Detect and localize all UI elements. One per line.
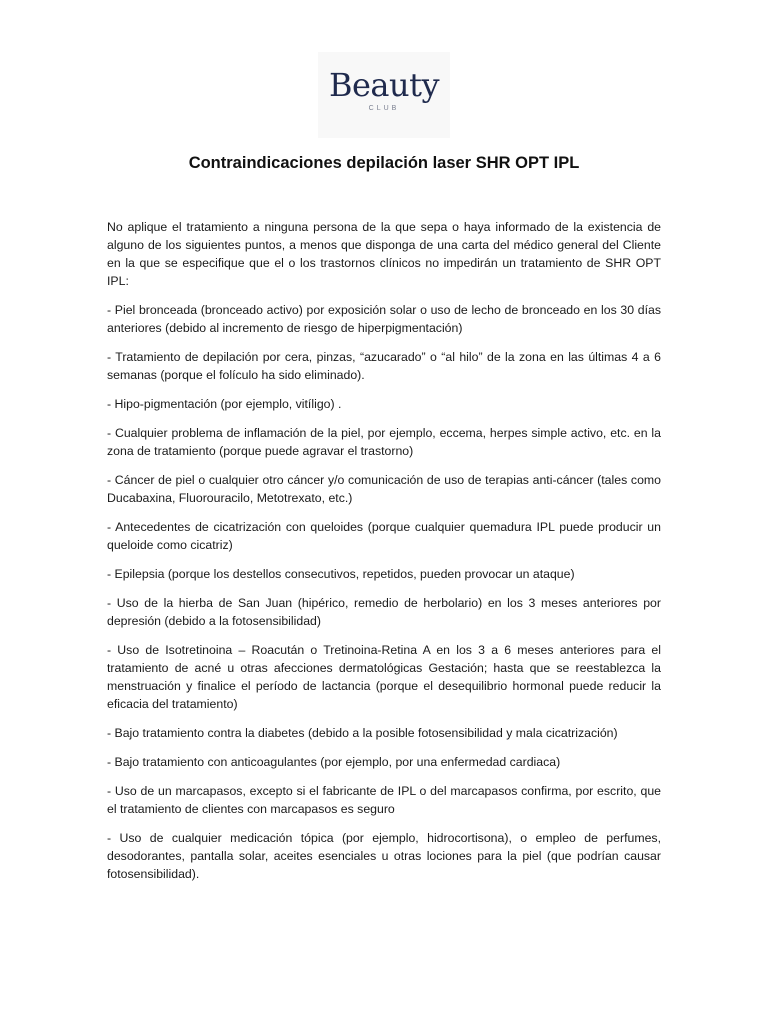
contraindication-item: - Bajo tratamiento contra la diabetes (debido a la posible fotosensibilidad y mala cicatrización) [107, 726, 618, 740]
contraindication-item: - Antecedentes de cicatrización con queloides (porque cualquier quemadura IPL puede producir un queloide como cicatriz) [107, 520, 661, 552]
logo-wordmark: Beauty [328, 66, 440, 104]
logo-subtitle: CLUB [368, 105, 400, 112]
intro-paragraph: No aplique el tratamiento a ninguna persona de la que sepa o haya informado de la existencia de alguno de los siguientes puntos, a menos que disponga de una carta del médico general del Cliente en la que se especifique que el o los trastornos clínicos no impedirán un tratamiento de SHR OPT IPL: [107, 220, 661, 288]
contraindication-item: - Bajo tratamiento con anticoagulantes (por ejemplo, por una enfermedad cardiaca) [107, 755, 561, 769]
document-title: Contraindicaciones depilación laser SHR OPT IPL [188, 154, 580, 172]
contraindication-item: - Uso de la hierba de San Juan (hipérico, remedio de herbolario) en los 3 meses anteriores por depresión (debido a la fotosensibilidad) [107, 596, 661, 628]
contraindication-item: - Hipo-pigmentación (por ejemplo, vitíligo) . [107, 397, 342, 411]
contraindication-item: - Cualquier problema de inflamación de la piel, por ejemplo, eccema, herpes simple activo, etc. en la zona de tratamiento (porque puede agravar el trastorno) [107, 426, 661, 458]
contraindication-item: - Cáncer de piel o cualquier otro cáncer y/o comunicación de uso de terapias anti-cáncer (tales como Ducabaxina, Fluorouracilo, Metotrexato, etc.) [107, 473, 661, 505]
contraindication-item: - Uso de Isotretinoina – Roacután o Tretinoina-Retina A en los 3 a 6 meses anteriores para el tratamiento de acné u otras afecciones dermatológicas Gestación; hasta que se reestablezca la menstruación y finalice el período de lactancia (porque el desequilibrio hormonal puede reducir la eficacia del tratamiento) [107, 643, 661, 711]
contraindication-item: - Tratamiento de depilación por cera, pinzas, “azucarado” o “al hilo” de la zona en las últimas 4 a 6 semanas (porque el folículo ha sido eliminado). [107, 350, 661, 382]
document-body [107, 218, 661, 894]
contraindication-item: - Uso de un marcapasos, excepto si el fabricante de IPL o del marcapasos confirma, por escrito, que el tratamiento de clientes con marcapasos es seguro [107, 784, 661, 816]
beauty-club-logo [318, 52, 450, 138]
contraindication-item: - Uso de cualquier medicación tópica (por ejemplo, hidrocortisona), o empleo de perfumes, desodorantes, pantalla solar, aceites esenciales u otras lociones para la piel (que podrían causar fotosensibilidad). [107, 831, 661, 881]
contraindication-item: - Piel bronceada (bronceado activo) por exposición solar o uso de lecho de bronceado en los 30 días anteriores (debido al incremento de riesgo de hiperpigmentación) [107, 303, 661, 335]
contraindication-item: - Epilepsia (porque los destellos consecutivos, repetidos, pueden provocar un ataque) [107, 567, 575, 581]
